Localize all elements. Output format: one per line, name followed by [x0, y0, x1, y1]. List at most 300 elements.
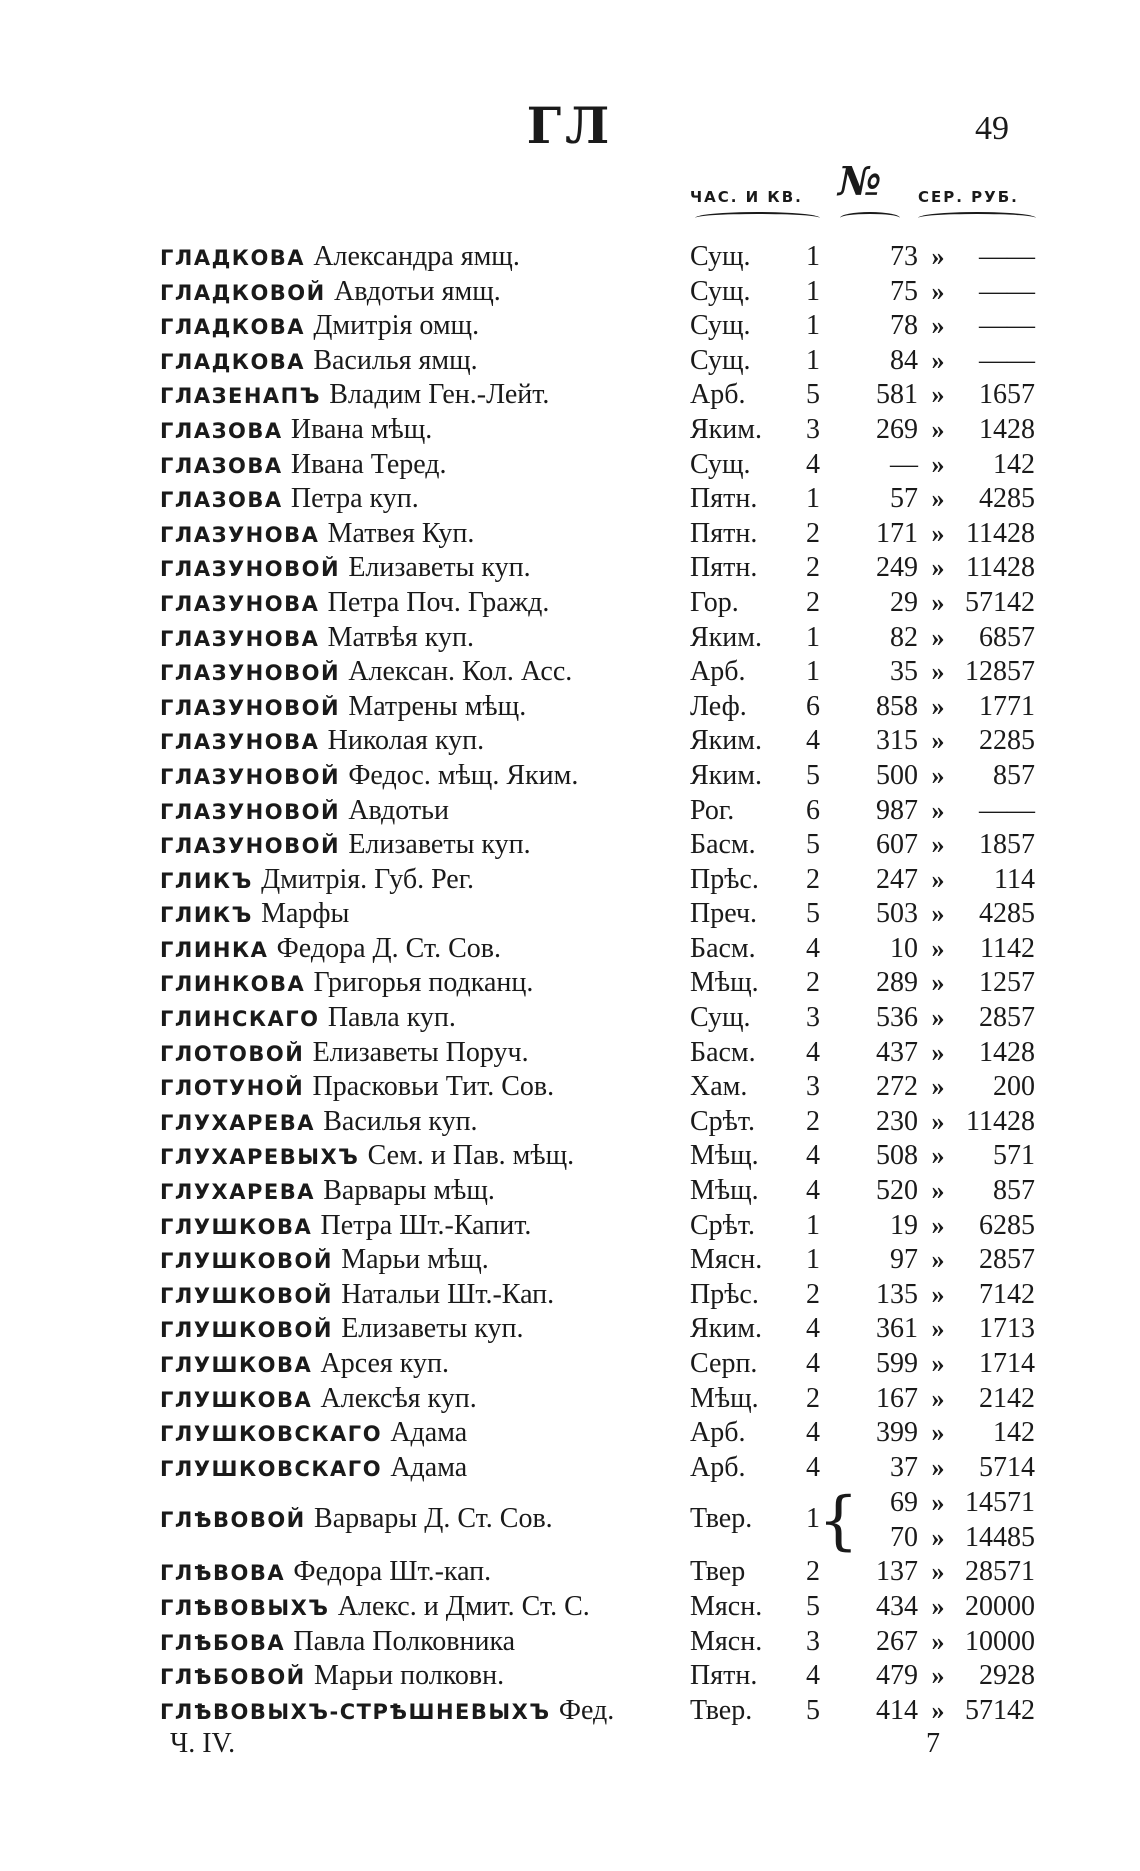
entry-name	[160, 275, 680, 311]
entry-ward: 4	[806, 725, 820, 757]
table-row	[0, 1174, 1140, 1209]
entry-surname: ГЛУХАРЕВА	[160, 1180, 315, 1205]
entry-house-number: 69	[890, 1487, 918, 1519]
footer-sheet-number: 7	[926, 1728, 940, 1759]
entry-ward: 1	[806, 656, 820, 688]
table-row	[0, 1590, 1140, 1625]
entry-house-number: 247	[876, 863, 918, 895]
entry-part: Басм.	[690, 829, 756, 861]
entry-ward: 1	[806, 275, 820, 307]
entry-house-number: 437	[876, 1036, 918, 1068]
entry-part: Арб.	[690, 379, 746, 411]
entry-name	[160, 932, 680, 968]
entry-given-name: Матрены мѣщ.	[348, 690, 527, 722]
entry-given-name: Федора Шт.-кап.	[293, 1556, 492, 1588]
entry-part: Сущ.	[690, 448, 751, 480]
entry-rubles: 200	[993, 1071, 1035, 1103]
entry-house-number: 171	[876, 517, 918, 549]
table-row	[0, 794, 1140, 829]
entry-given-name: Марьи полковн.	[314, 1660, 505, 1692]
table-row	[0, 309, 1140, 344]
entry-name	[160, 448, 680, 484]
entry-ward: 5	[806, 379, 820, 411]
entry-house-number: 581	[876, 379, 918, 411]
entry-name	[160, 586, 680, 622]
entry-given-name: Варвары Д. Ст. Сов.	[314, 1503, 553, 1535]
table-row	[0, 621, 1140, 656]
entry-ditto-mark: »	[931, 1626, 945, 1656]
entry-surname: ГЛАДКОВА	[160, 349, 306, 374]
table-row	[0, 586, 1140, 621]
entry-given-name: Владим Ген.-Лейт.	[329, 379, 550, 411]
entry-rubles: 1428	[979, 413, 1035, 445]
entry-name	[160, 413, 680, 449]
entry-given-name: Павла куп.	[327, 1002, 456, 1034]
entry-rubles: 1771	[979, 690, 1035, 722]
entry-given-name: Матвѣя куп.	[327, 621, 474, 653]
entry-ward: 5	[806, 759, 820, 791]
table-row	[0, 1694, 1140, 1729]
entry-given-name: Елизаветы куп.	[341, 1313, 524, 1345]
entry-given-name: Сем. и Пав. мѣщ.	[367, 1140, 575, 1172]
entry-part: Хам.	[690, 1071, 748, 1103]
entry-ward: 5	[806, 898, 820, 930]
entry-part: Прѣс.	[690, 863, 759, 895]
table-row	[0, 690, 1140, 725]
entry-house-number: —	[890, 448, 918, 480]
entry-ward: 4	[806, 1313, 820, 1345]
entry-name	[160, 1625, 680, 1661]
entry-rubles: 114	[994, 863, 1035, 895]
entry-ditto-mark: »	[931, 449, 945, 479]
entry-given-name: Елизаветы Поруч.	[312, 1036, 529, 1068]
entry-ditto-mark: »	[931, 795, 945, 825]
entry-given-name: Алексан. Кол. Асс.	[348, 656, 573, 688]
curly-brace-icon: {	[818, 1484, 859, 1559]
entry-house-number: 520	[876, 1175, 918, 1207]
page-title: ГЛ	[526, 96, 614, 155]
table-row	[0, 1105, 1140, 1140]
entry-house-number: 10	[890, 932, 918, 964]
entry-rubles: ——	[979, 794, 1035, 826]
entry-ditto-mark: »	[931, 484, 945, 514]
footer-signature: Ч. IV.	[170, 1728, 236, 1759]
entry-ward: 4	[806, 932, 820, 964]
entry-ward: 2	[806, 517, 820, 549]
entry-surname: ГЛАЗУНОВА	[160, 591, 320, 616]
entry-part: Гор.	[690, 586, 739, 618]
entry-house-number: 82	[890, 621, 918, 653]
entry-name	[160, 1312, 680, 1348]
entry-name	[160, 344, 680, 380]
entry-house-number: 399	[876, 1417, 918, 1449]
entry-rubles: 5714	[979, 1451, 1035, 1483]
entry-house-number: 269	[876, 413, 918, 445]
entry-house-number: 434	[876, 1590, 918, 1622]
entry-ditto-mark: »	[931, 414, 945, 444]
entry-ditto-mark: »	[931, 1072, 945, 1102]
entry-ditto-mark: »	[931, 242, 945, 271]
entry-surname: ГЛУШКОВОЙ	[160, 1249, 333, 1274]
entry-given-name: Федос. мѣщ. Яким.	[348, 759, 579, 791]
entry-name	[160, 1416, 680, 1452]
entry-ditto-mark: »	[931, 380, 945, 410]
table-row	[0, 378, 1140, 413]
entry-part: Яким.	[690, 621, 762, 653]
entry-part: Яким.	[690, 725, 762, 757]
entry-name	[160, 1382, 680, 1418]
entry-part: Сущ.	[690, 1002, 751, 1034]
entry-ward: 1	[806, 241, 820, 272]
entry-name	[160, 863, 680, 899]
table-row	[0, 551, 1140, 586]
entry-rubles: ——	[979, 241, 1035, 272]
entry-name	[160, 1036, 680, 1072]
col-header-part-underline	[695, 212, 820, 224]
entry-surname: ГЛУШКОВОЙ	[160, 1283, 333, 1308]
table-row	[0, 240, 1140, 275]
entry-ward: 1	[806, 310, 820, 342]
entry-ward: 4	[806, 1417, 820, 1449]
entry-part: Сущ.	[690, 241, 751, 272]
entry-name	[160, 240, 680, 276]
entry-part: Пятн.	[690, 483, 758, 515]
table-row	[0, 1416, 1140, 1451]
entry-given-name: Алекс. и Дмит. Ст. С.	[337, 1590, 590, 1622]
entry-part: Серп.	[690, 1348, 758, 1379]
entry-part: Пятн.	[690, 1660, 758, 1692]
entry-rubles: 2857	[979, 1244, 1035, 1276]
entry-ward: 6	[806, 794, 820, 826]
entry-rubles: 571	[993, 1140, 1035, 1172]
entry-house-number: 19	[890, 1209, 918, 1241]
table-row	[0, 1347, 1140, 1382]
entry-name	[160, 378, 680, 414]
entry-rubles: 142	[993, 448, 1035, 480]
entry-surname: ГЛУШКОВА	[160, 1353, 313, 1377]
entry-name	[160, 1209, 680, 1245]
entry-rubles: 28571	[965, 1556, 1035, 1588]
entry-name	[160, 1278, 680, 1314]
entry-rubles: 1428	[979, 1036, 1035, 1068]
entry-rubles: 857	[993, 759, 1035, 791]
entry-part: Мѣщ.	[690, 1382, 759, 1414]
table-row	[0, 1036, 1140, 1071]
entry-given-name: Василья куп.	[323, 1105, 478, 1137]
table-row	[0, 863, 1140, 898]
entry-given-name: Варвары мѣщ.	[323, 1175, 495, 1207]
entry-name	[160, 966, 680, 1002]
entry-ditto-mark: »	[931, 1245, 945, 1275]
entry-house-number: 135	[876, 1278, 918, 1310]
entry-ward: 2	[806, 1382, 820, 1414]
table-row	[0, 1659, 1140, 1694]
entry-ward: 4	[806, 1660, 820, 1692]
entry-part: Мясн.	[690, 1590, 763, 1622]
entry-ward: 3	[806, 1071, 820, 1103]
entry-ditto-mark: »	[931, 899, 945, 929]
entry-ditto-mark: »	[931, 1037, 945, 1067]
entry-ditto-mark: »	[931, 933, 945, 963]
entry-ditto-mark: »	[931, 830, 945, 860]
entry-ward: 2	[806, 967, 820, 999]
table-row	[0, 1312, 1140, 1347]
entry-rubles: 4285	[979, 898, 1035, 930]
entry-rubles: 20000	[965, 1590, 1035, 1622]
entry-given-name: Матвея Куп.	[327, 517, 475, 549]
table-row	[0, 724, 1140, 759]
entry-given-name: Федора Д. Ст. Сов.	[276, 932, 501, 964]
entry-surname: ГЛАЗУНОВА	[160, 522, 320, 547]
entry-ditto-mark: »	[931, 553, 945, 583]
table-row	[0, 966, 1140, 1001]
entry-surname: ГЛАЗЕНАПЪ	[160, 384, 321, 409]
entry-rubles: ——	[979, 275, 1035, 307]
entry-part: Мясн.	[690, 1244, 763, 1276]
entry-name	[160, 690, 680, 726]
entry-rubles: 11428	[966, 552, 1035, 584]
entry-rubles: 6857	[979, 621, 1035, 653]
entry-ward: 2	[806, 1278, 820, 1310]
entry-given-name: Елизаветы куп.	[348, 552, 531, 584]
entry-surname: ГЛУШКОВСКАГО	[160, 1422, 383, 1447]
table-row	[0, 275, 1140, 310]
table-row	[0, 1209, 1140, 1244]
entry-given-name: Марфы	[261, 898, 350, 930]
entry-house-number: 536	[876, 1002, 918, 1034]
entry-rubles: 1142	[980, 932, 1035, 964]
table-row	[0, 897, 1140, 932]
entry-house-number: 35	[890, 656, 918, 688]
entry-surname: ГЛУШКОВА	[160, 1387, 313, 1412]
entry-name	[160, 551, 680, 587]
entry-house-number: 479	[876, 1660, 918, 1692]
entry-part: Преч.	[690, 898, 758, 930]
entry-given-name: Адама	[390, 1417, 468, 1449]
entry-given-name: Григорья подканц.	[313, 967, 534, 999]
entry-ditto-mark: »	[931, 276, 945, 306]
entry-name	[160, 1001, 680, 1037]
entry-surname: ГЛѢВОВЫХЪ-СТРѢШНЕВЫХЪ	[160, 1699, 551, 1724]
entry-ward: 2	[806, 552, 820, 584]
entry-part: Арб.	[690, 1417, 746, 1449]
entry-rubles: 1257	[979, 967, 1035, 999]
entry-given-name: Алексѣя куп.	[320, 1382, 477, 1414]
entry-part: Мѣщ.	[690, 1175, 759, 1207]
entry-house-number: 267	[876, 1625, 918, 1657]
entry-ditto-mark: »	[931, 1210, 945, 1240]
entry-ward: 2	[806, 586, 820, 618]
entry-rubles: 1713	[979, 1313, 1035, 1345]
entry-surname: ГЛАЗУНОВОЙ	[160, 661, 341, 686]
entry-house-number: 858	[876, 690, 918, 722]
entry-surname: ГЛѢБОВА	[160, 1630, 286, 1655]
page-number: 49	[975, 110, 1009, 147]
entry-house-number: 361	[876, 1313, 918, 1345]
entry-surname: ГЛАЗУНОВОЙ	[160, 557, 341, 582]
entry-house-number: 503	[876, 898, 918, 930]
table-row	[0, 655, 1140, 690]
entry-part: Твер.	[690, 1694, 753, 1726]
entry-ward: 3	[806, 413, 820, 445]
entry-ditto-mark: »	[931, 1557, 945, 1587]
entry-rubles: 14485	[965, 1522, 1035, 1554]
table-row	[0, 482, 1140, 517]
entry-house-number: 73	[890, 241, 918, 272]
entry-part: Срѣт.	[690, 1209, 756, 1241]
col-header-number-underline	[840, 212, 900, 224]
entry-ditto-mark: »	[931, 587, 945, 617]
entry-ditto-mark: »	[931, 1106, 945, 1136]
entry-ward: 4	[806, 1451, 820, 1483]
column-headers	[0, 160, 1140, 220]
entry-surname: ГЛОТОВОЙ	[160, 1041, 305, 1066]
entry-part: Пятн.	[690, 517, 758, 549]
entry-ward: 1	[806, 621, 820, 653]
entry-ditto-mark: »	[931, 1176, 945, 1206]
entry-name	[160, 828, 680, 864]
table-row	[0, 759, 1140, 794]
entry-name	[160, 517, 680, 553]
entry-surname: ГЛИКЪ	[160, 903, 253, 928]
table-row	[0, 1001, 1140, 1036]
entry-name	[160, 655, 680, 691]
table-row	[0, 517, 1140, 552]
entry-ditto-mark: »	[931, 518, 945, 548]
entry-ditto-mark: »	[931, 1003, 945, 1033]
entry-surname: ГЛАЗОВА	[160, 453, 283, 478]
entry-rubles: 857	[993, 1175, 1035, 1207]
entry-name	[160, 794, 680, 830]
table-row	[0, 413, 1140, 448]
entry-ditto-mark: »	[931, 968, 945, 998]
entry-surname: ГЛАЗОВА	[160, 418, 283, 443]
table-row	[0, 1451, 1140, 1486]
entry-rubles: 6285	[979, 1209, 1035, 1241]
entry-part: Сущ.	[690, 344, 751, 376]
entry-surname: ГЛИНКА	[160, 937, 269, 962]
entry-surname: ГЛАЗУНОВОЙ	[160, 799, 341, 824]
entry-house-number: 289	[876, 967, 918, 999]
entry-surname: ГЛѢВОВА	[160, 1561, 286, 1586]
entry-surname: ГЛѢВОВОЙ	[160, 1508, 306, 1533]
entry-ditto-mark: »	[931, 1591, 945, 1621]
entry-name	[160, 1555, 680, 1591]
entry-rubles: 12857	[965, 656, 1035, 688]
entry-ditto-mark: »	[931, 1661, 945, 1691]
entry-surname: ГЛУХАРЕВЫХЪ	[160, 1145, 360, 1170]
entry-given-name: Авдотьи	[348, 794, 449, 826]
entry-rubles: 7142	[979, 1278, 1035, 1310]
entry-house-number: 57	[890, 483, 918, 515]
entry-surname: ГЛАДКОВА	[160, 246, 306, 270]
entry-surname: ГЛАДКОВОЙ	[160, 280, 326, 305]
entry-part: Прѣс.	[690, 1278, 759, 1310]
entry-given-name: Марьи мѣщ.	[341, 1244, 489, 1276]
entry-part: Пятн.	[690, 552, 758, 584]
entry-ditto-mark: »	[931, 691, 945, 721]
entry-house-number: 78	[890, 310, 918, 342]
entry-ward: 4	[806, 1036, 820, 1068]
entry-ditto-mark: »	[931, 622, 945, 652]
entry-given-name: Елизаветы куп.	[348, 829, 531, 861]
entry-rubles: 1714	[979, 1348, 1035, 1379]
entry-rubles: 2928	[979, 1660, 1035, 1692]
entry-house-number: 167	[876, 1382, 918, 1414]
entry-rubles: 11428	[966, 1105, 1035, 1137]
entry-ward: 4	[806, 448, 820, 480]
entry-name	[160, 897, 680, 933]
entry-given-name: Фед.	[558, 1694, 615, 1726]
entry-ditto-mark: »	[931, 726, 945, 756]
register-entries	[0, 240, 1140, 1728]
entry-ditto-mark: »	[931, 864, 945, 894]
entry-surname: ГЛѢВОВЫХЪ	[160, 1595, 330, 1620]
entry-given-name: Арсея куп.	[320, 1348, 449, 1379]
entry-name	[160, 1659, 680, 1695]
entry-ward: 6	[806, 690, 820, 722]
entry-ward: 3	[806, 1002, 820, 1034]
entry-given-name: Николая куп.	[327, 725, 485, 757]
entry-house-number: 29	[890, 586, 918, 618]
entry-name	[160, 1347, 680, 1383]
entry-surname: ГЛАДКОВА	[160, 315, 306, 340]
entry-house-number: 70	[890, 1522, 918, 1554]
entry-rubles: 2857	[979, 1002, 1035, 1034]
entry-rubles: 11428	[966, 517, 1035, 549]
entry-part: Басм.	[690, 932, 756, 964]
entry-ward: 4	[806, 1175, 820, 1207]
entry-ward: 1	[806, 344, 820, 376]
entry-surname: ГЛУШКОВСКАГО	[160, 1456, 383, 1481]
entry-rubles: 2142	[979, 1382, 1035, 1414]
table-row-braced	[0, 1484, 1140, 1559]
entry-surname: ГЛАЗУНОВОЙ	[160, 764, 341, 789]
entry-ditto-mark: »	[931, 760, 945, 790]
entry-surname: ГЛУШКОВОЙ	[160, 1318, 333, 1343]
entry-given-name: Ивана Теред.	[290, 448, 447, 480]
entry-house-number: 84	[890, 344, 918, 376]
table-row	[0, 344, 1140, 379]
entry-house-number: 230	[876, 1105, 918, 1137]
entry-surname: ГЛОТУНОЙ	[160, 1076, 305, 1101]
entry-part: Яким.	[690, 413, 762, 445]
entry-ward: 1	[806, 1503, 820, 1535]
table-row	[0, 1278, 1140, 1313]
entry-surname: ГЛИНСКАГО	[160, 1007, 320, 1032]
entry-part: Рог.	[690, 794, 735, 826]
entry-ditto-mark: »	[931, 1349, 945, 1378]
entry-house-number: 272	[876, 1071, 918, 1103]
entry-surname: ГЛУХАРЕВА	[160, 1110, 315, 1135]
entry-ditto-mark: »	[931, 311, 945, 341]
entry-name	[160, 309, 680, 345]
entry-house-number: 414	[876, 1694, 918, 1726]
entry-name	[160, 1243, 680, 1279]
entry-surname: ГЛАЗОВА	[160, 488, 283, 513]
entry-part: Басм.	[690, 1036, 756, 1068]
entry-part: Арб.	[690, 1451, 746, 1483]
entry-ditto-mark: »	[931, 1488, 945, 1518]
entry-ditto-mark: »	[931, 1383, 945, 1413]
entry-ditto-mark: »	[931, 1452, 945, 1482]
table-row	[0, 828, 1140, 863]
entry-rubles: 4285	[979, 483, 1035, 515]
entry-rubles: 1857	[979, 829, 1035, 861]
entry-ditto-mark: »	[931, 1695, 945, 1725]
entry-house-number: 75	[890, 275, 918, 307]
entry-ward: 1	[806, 1209, 820, 1241]
